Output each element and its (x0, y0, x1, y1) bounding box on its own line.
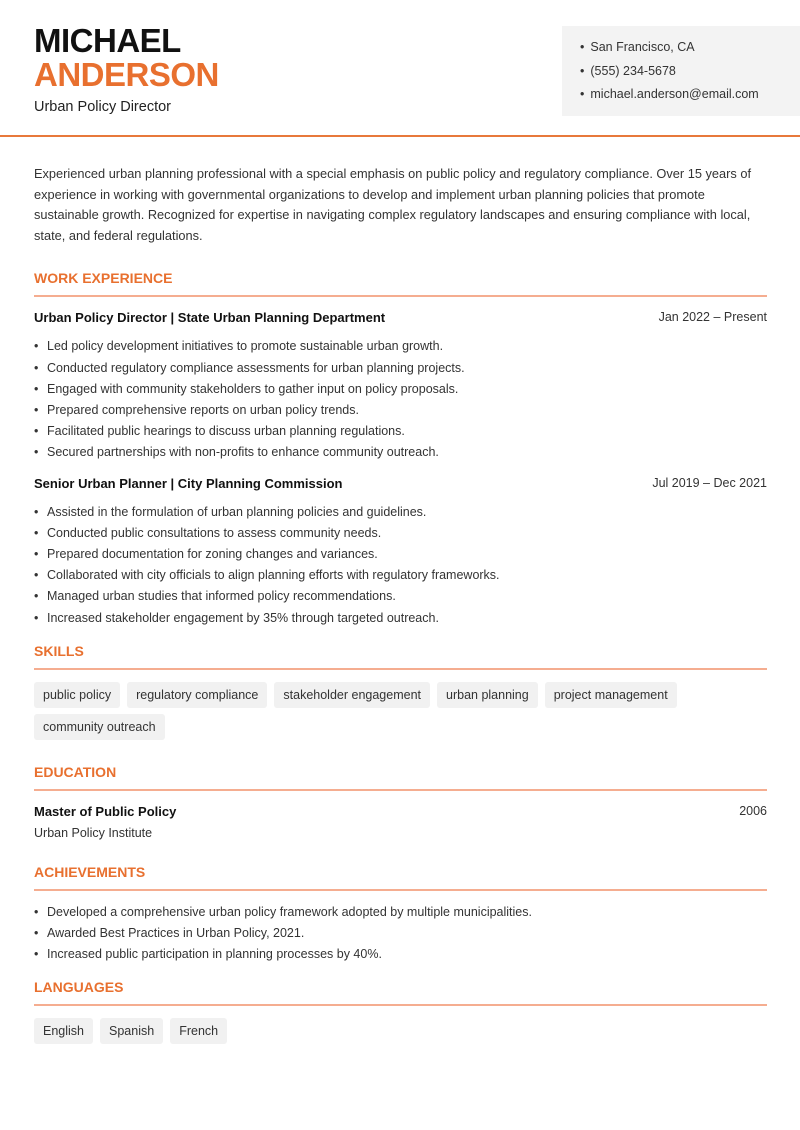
contact-phone: • (555) 234-5678 (580, 62, 800, 86)
bullet-item: • Led policy development initiatives to promote sustainable urban growth. (34, 336, 767, 357)
contact-location: • San Francisco, CA (580, 38, 800, 62)
job-header (34, 310, 767, 330)
job-bullets (34, 502, 767, 629)
achievement-item: • Increased public participation in planning processes by 40%. (34, 944, 767, 965)
education-year: 2006 (739, 803, 767, 818)
achievement-item: • Awarded Best Practices in Urban Policy, 2021. (34, 923, 767, 944)
bullet-item: • Prepared documentation for zoning changes and variances. (34, 544, 767, 565)
section-heading: SKILLS (34, 641, 767, 670)
section-heading: ACHIEVEMENTS (34, 862, 767, 891)
skill-chip: public policy (34, 682, 120, 708)
resume-header (0, 0, 800, 137)
job-entry (34, 310, 767, 463)
skill-chip: community outreach (34, 714, 165, 740)
contact-box (562, 26, 800, 116)
bullet-item: • Managed urban studies that informed policy recommendations. (34, 586, 767, 607)
summary: Experienced urban planning professional with a special emphasis on public policy and regulatory compliance. Over 15 years of experience in working with governmental organizations to develop and implement urban planning policies that promote sustainable growth. Recognized for expertise in navigating complex regulatory landscapes and ensuring compliance with local, state, and federal regulations. (34, 166, 752, 243)
job-dates: Jul 2019 – Dec 2021 (652, 475, 767, 490)
institution: Urban Policy Institute (34, 825, 153, 840)
skill-chip: stakeholder engagement (274, 682, 430, 708)
skill-chip: project management (545, 682, 677, 708)
degree: Master of Public Policy (34, 803, 177, 819)
achievement-item: • Developed a comprehensive urban policy framework adopted by multiple municipalities. (34, 902, 767, 923)
skill-chip: regulatory compliance (127, 682, 267, 708)
bullet-item: • Conducted regulatory compliance assessments for urban planning projects. (34, 358, 767, 379)
languages-section (34, 977, 767, 1044)
job-dates: Jan 2022 – Present (658, 310, 767, 325)
job-title: Senior Urban Planner | City Planning Commission (34, 475, 343, 491)
bullet-item: • Engaged with community stakeholders to gather input on policy proposals. (34, 379, 767, 400)
achievements-section (34, 862, 767, 966)
bullet-item: • Increased stakeholder engagement by 35% through targeted outreach. (34, 608, 767, 629)
bullet-item: • Secured partnerships with non-profits to enhance community outreach. (34, 442, 767, 463)
job-title: Urban Policy Director | State Urban Planning Department (34, 310, 386, 326)
work-experience-section (34, 268, 767, 628)
section-heading: EDUCATION (34, 762, 767, 791)
skills-section (34, 641, 767, 740)
job-title: Urban Policy Director (34, 99, 171, 115)
bullet-item: • Conducted public consultations to assess community needs. (34, 523, 767, 544)
section-heading: LANGUAGES (34, 977, 767, 1006)
contact-email: • michael.anderson@email.com (580, 85, 800, 109)
bullet-item: • Prepared comprehensive reports on urban policy trends. (34, 400, 767, 421)
bullet-item: • Facilitated public hearings to discuss urban planning regulations. (34, 421, 767, 442)
last-name: ANDERSON (34, 56, 219, 93)
job-header (34, 476, 767, 496)
skill-chip: urban planning (437, 682, 538, 708)
bullet-item: • Collaborated with city officials to align planning efforts with regulatory frameworks. (34, 565, 767, 586)
education-section (34, 762, 767, 840)
section-heading: WORK EXPERIENCE (34, 268, 767, 297)
job-bullets (34, 336, 767, 463)
language-chip: French (170, 1018, 227, 1044)
bullet-item: • Assisted in the formulation of urban planning policies and guidelines. (34, 502, 767, 523)
first-name: MICHAEL (34, 22, 181, 59)
language-chip: Spanish (100, 1018, 163, 1044)
language-chip: English (34, 1018, 93, 1044)
job-entry (34, 476, 767, 629)
